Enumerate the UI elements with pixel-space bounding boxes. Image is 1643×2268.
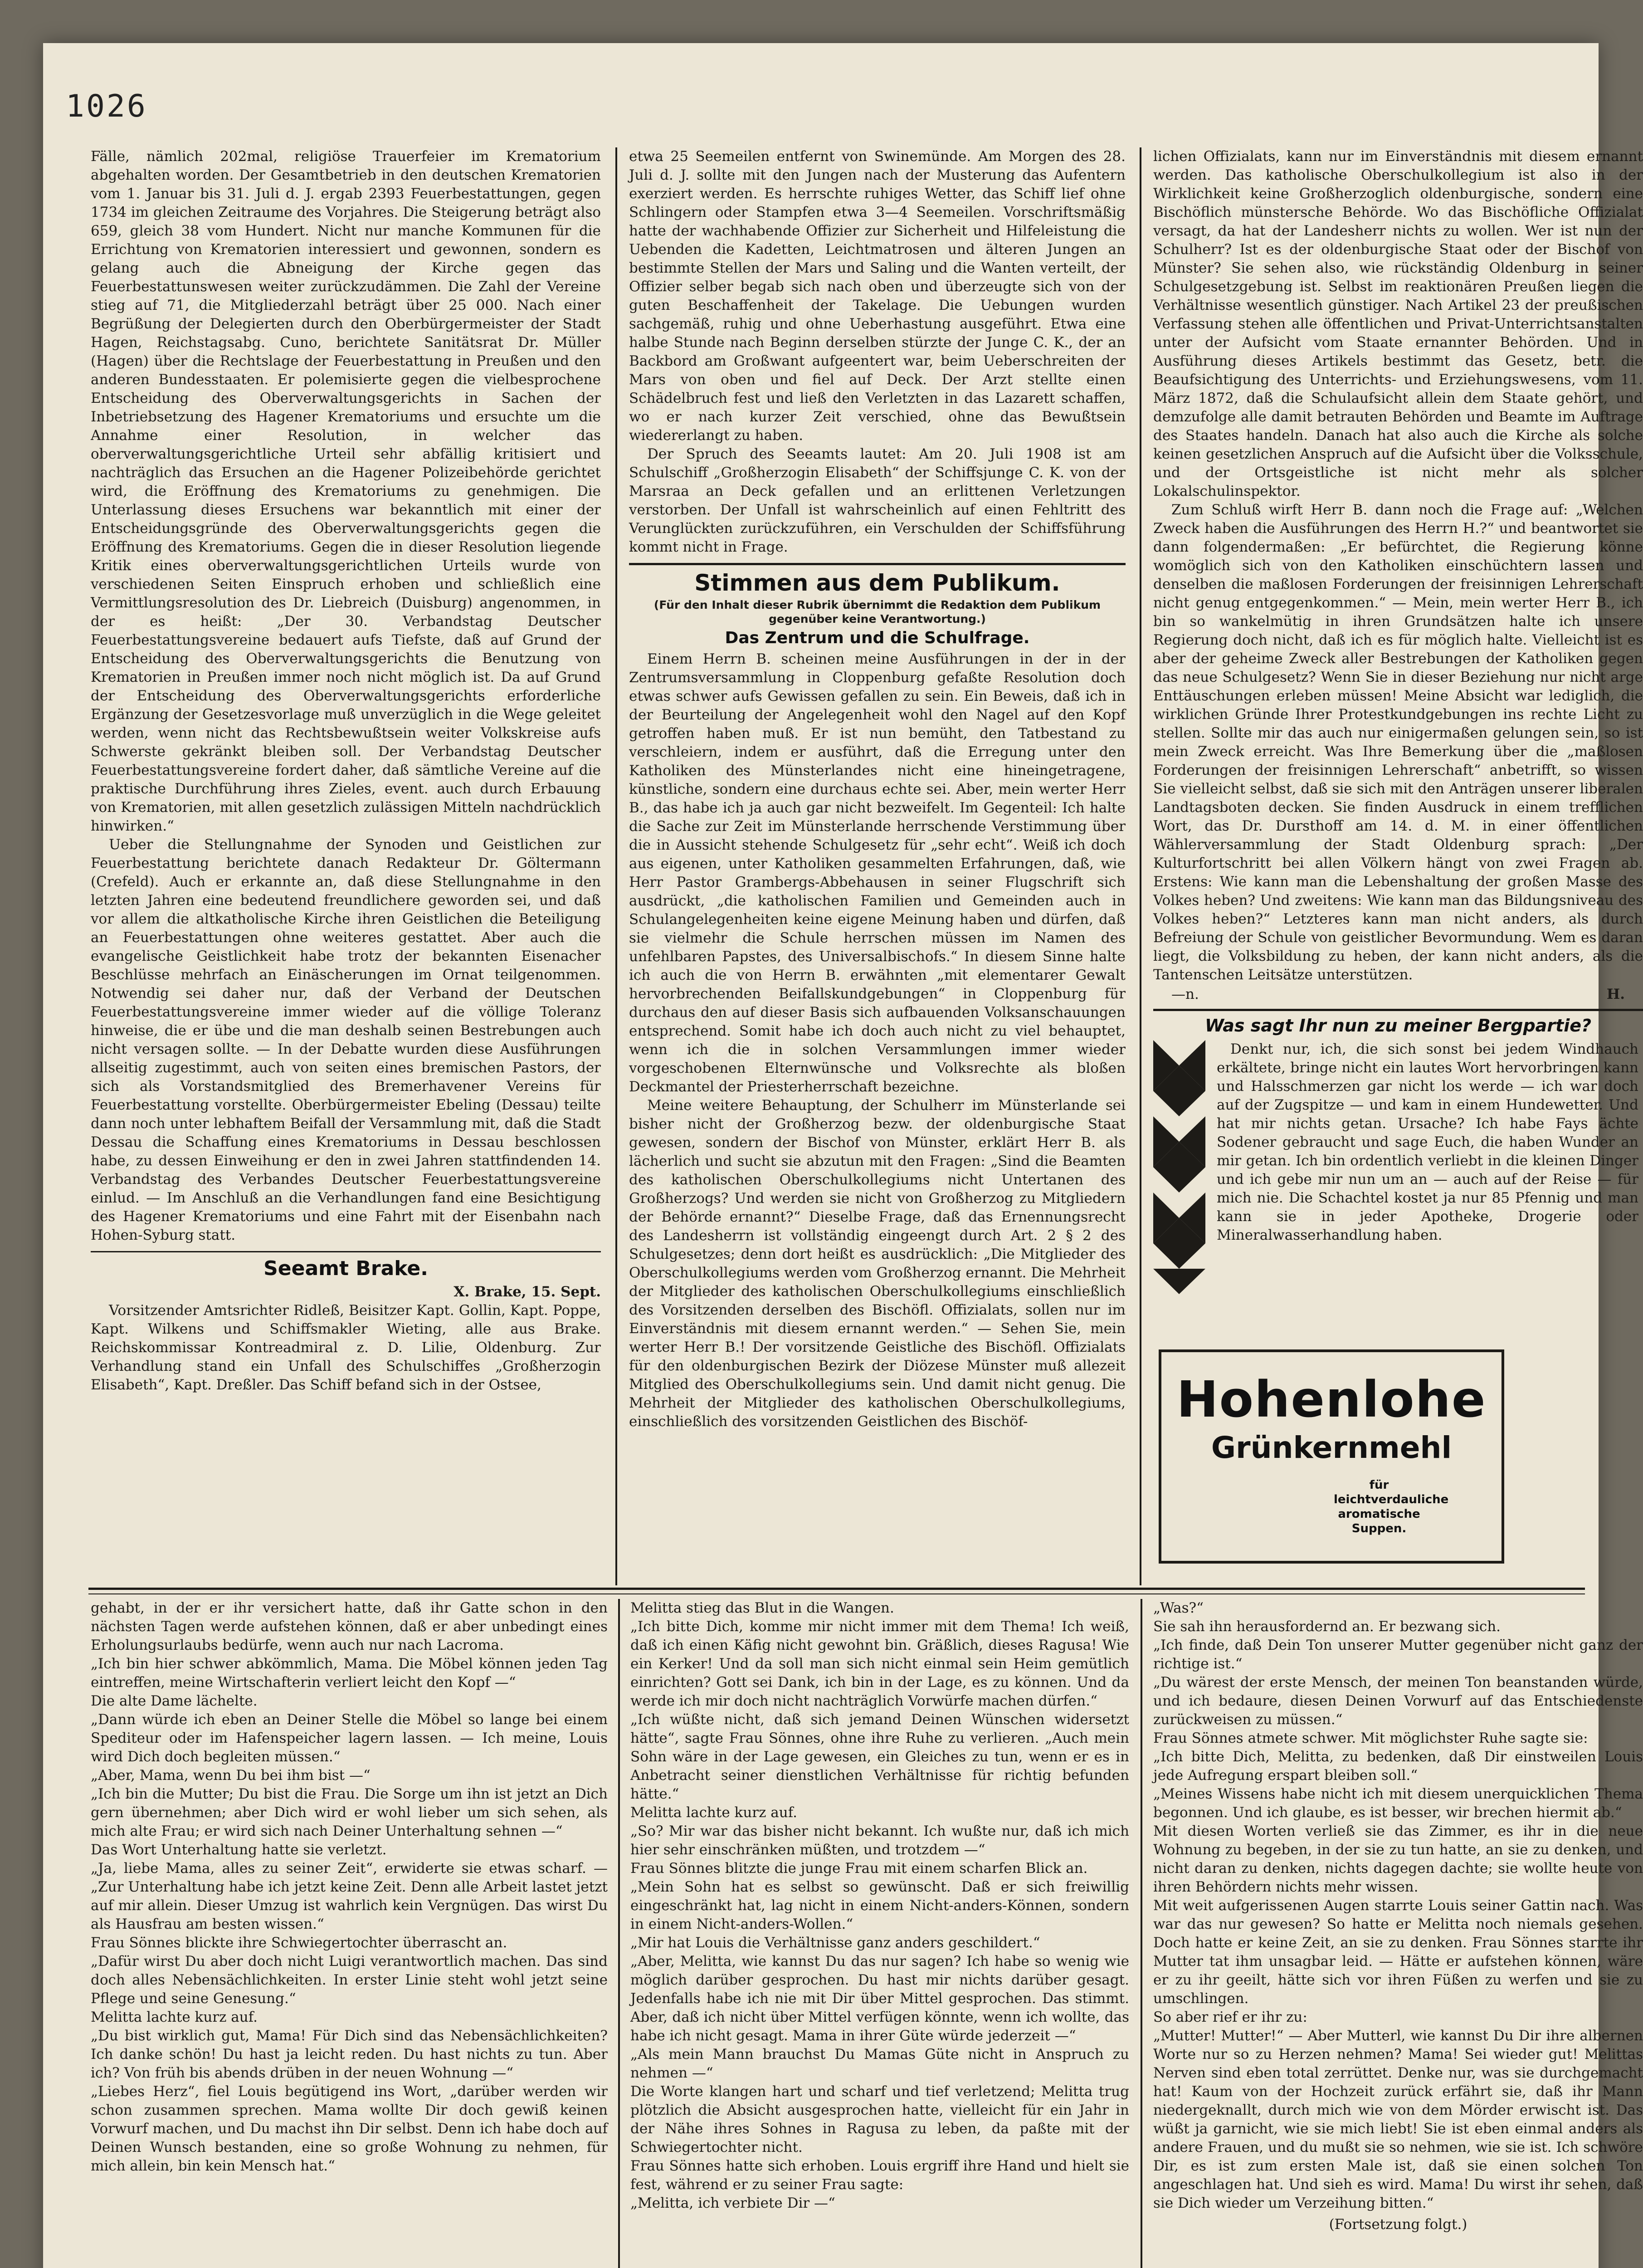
bergpartie-body: Denkt nur, ich, die sich sonst bei jedem Windhauch erkältete, bringe nicht ein lautes Wort hervorbringen kann und Halsschmerzen gar nicht los werde — ich war doch auf der Zugspitze — und kam in einem Hundewetter. Und hat mir nichts getan. Ursache? Ich habe Fays ächte Sodener gebraucht und sage Euch, die haben Wunder an mir getan. Ich bin ordentlich verliebt in die kleinen Dinger und ich gebe mir nun um an — auch auf der Reise — für mich nie. Die Schachtel kostet ja nur 85 Pfennig und man kann sie in jeder Apotheke, Drogerie oder Mineralwasserhandlung haben. <box>1217 1041 1638 1243</box>
zentrum-body: Einem Herrn B. scheinen meine Ausführungen in der in der Zentrumsversammlung in Cloppenburg gefaßte Resolution doch etwas schwer aufs Gewissen gefallen zu sein. Ein Beweis, daß ich in der Beurteilung der Angelegenheit wohl den Nagel auf den Kopf getroffen haben muß. Er ist nun bemüht, den Tatbestand zu verschleiern, indem er ausführt, daß die Erregung unter den Katholiken des Münsterlandes nicht eine hineingetragene, künstliche, sondern eine durchaus echte sei. Aber, mein werter Herr B., das habe ich ja auch gar nicht bezweifelt. Im Gegenteil: Ich halte die Sache zur Zeit im Münsterlande herrschende Verstimmung über die in Aussicht stehende Schulgesetz für „sehr echt“. Weiß ich doch aus eigenen, unter Katholiken gesammelten Erfahrungen, daß, wie Herr Pastor Grambergs-Abbehausen in seiner Flugschrift sich ausdrückt, „die katholischen Familien und Gemeinden auch in Schulangelegenheiten keine eigene Meinung haben und dürfen, daß sie vielmehr die Schule herrschen müssen im Namen des unfehlbaren Papstes, des Universalbischofs.“ In diesem Sinne halte ich auch die von Herrn B. erwähnten „mit elementarer Gewalt hervorbrechenden Beifallskundgebungen“ in Cloppenburg für durchaus den auf dieser Basis sich aufbauenden Volksanschauungen entsprechend. Somit habe ich doch auch nicht zu viel behauptet, wenn ich die in solchen Versammlungen immer wieder vorgeschobenen Elternwünsche und Volksrechte als bloßen Deckmantel der Priesterherrschaft bezeichne. <box>629 651 1126 1095</box>
cremation-report-part1: Fälle, nämlich 202mal, religiöse Trauerfeier im Krematorium abgehalten worden. Der Gesamtbetrieb in den deutschen Krematorien vom 1. Januar bis 31. Juli d. J. ergab 2393 Feuerbestattungen, gegen 1734 im gleichen Zeitraume des Vorjahres. Die Steigerung beträgt also 659, gleich 38 vom Hundert. Nicht nur manche Kommunen für die Errichtung von Krematorien interessiert und gewonnen, sondern es gelang auch die Abneigung der Kirche gegen das Feuerbestattunswesen weiter zurückzudämmen. Die Zahl der Vereine stieg auf 71, die Mitgliederzahl beträgt über 25 000. Nach einer Begrüßung der Delegierten durch den Oberbürgermeister der Stadt Hagen, Reichstagsabg. Cuno, berichtete Sanitätsrat Dr. Müller (Hagen) über die Rechtslage der Feuerbestattung in Preußen und den anderen Bundesstaaten. Er polemisierte gegen die vielbesprochene Entscheidung des Oberverwaltungsgerichts in Sachen der Inbetriebsetzung des Hagener Krematoriums und ersuchte um die Annahme einer Resolution, in welcher das oberverwaltungsgerichtliche Urteil sehr abfällig kritisiert und nachträglich das Ersuchen an die Hagener Polizeibehörde gerichtet wird, die Eröffnung des Krematoriums zu genehmigen. Die Unterlassung dieses Ersuchens war bekanntlich mit einer der Entscheidungsgründe des Oberverwaltungsgerichts gegen die Eröffnung des Krematoriums. Gegen die in dieser Resolution liegende Kritik eines oberverwaltungsgerichtlichen Urteils wurde von verschiedenen Seiten Einspruch erhoben und schließlich eine Vermittlungsresolution des Dr. Liebreich (Duisburg) angenommen, in der es heißt: „Der 30. Verbandstag Deutscher Feuerbestattungsvereine bedauert aufs Tiefste, daß auf Grund der Entscheidung des Oberverwaltungsgerichts die Benutzung von Krematorien in Preußen immer noch nicht möglich ist. Da auf Grund der Entscheidung des Oberverwaltungsgerichts erforderliche Ergänzung der Gesetzesvorlage muß unverzüglich in die Wege geleitet werden, wenn nicht das Rechtsbewußtsein weiter Volkskreise aufs Schwerste gekränkt bleiben soll. Der Verbandstag Deutscher Feuerbestattungsvereine fordert daher, daß sämtliche Vereine auf die praktische Durchführung ihres Zieles, event. auch durch Erbauung von Krematorien, mit allen gesetzlich zulässigen Mitteln nachdrücklich hinwirken.“ <box>91 148 601 834</box>
zentrum-conclusion: Zum Schluß wirft Herr B. dann noch die Frage auf: „Welchen Zweck haben die Ausführungen des Herrn H.?“ und beantwortet sie dann folgendermaßen: „Er befürchtet, die Regierung könne womöglich sich von den Katholiken einschüchtern lassen und denselben die maßlosen Forderungen der freisinnigen Lehrerschaft nicht genug entgegenkommen.“ — Mein, mein werter Herr B., ich bin so wankelmütig in ihren Grundsätzen halte ich unsere Regierung doch nicht, daß ich es für möglich halte. Vielleicht ist es aber der geheime Zweck aller Bestrebungen der Katholiken gegen das neue Schulgesetz? Wenn Sie in dieser Beziehung nur nicht arge Enttäuschungen erleben müssen! Meine Absicht war lediglich, die wirklichen Gründe Ihrer Protestkundgebungen ins rechte Licht zu stellen. Sollte mir das auch nur einigermaßen gelungen sein, so ist mein Zweck erreicht. Was Ihre Bemerkung über die „maßlosen Forderungen der freisinnigen Lehrerschaft“ anbetrifft, so wissen Sie vielleicht selbst, daß sie sich mit den Anträgen unserer liberalen Landtagsboten decken. Sie finden Ausdruck in einem trefflichen Wort, das Dr. Dursthoff am 14. d. M. in einer öffentlichen Wählerversammlung der Stadt Oldenburg sprach: „Der Kulturfortschritt bei allen Völkern hängt von zwei Fragen ab. Erstens: Wie kann man die Lebenshaltung der großen Masse des Volkes heben? Und zweitens: Wie kann man das Bildungsniveau des Volkes heben?“ Letzteres kann man nicht anders, als durch Befreiung der Schule von geistlicher Bevormundung. Wem es daran liegt, die Volksbildung zu heben, der kann nicht anders, als die Tantenschen Leitsätze unterstützen. <box>1153 502 1643 983</box>
hohenlohe-ad <box>1159 1349 1504 1564</box>
serial-column-1 <box>91 1599 608 2268</box>
zentrum-body-2: Meine weitere Behauptung, der Schulherr im Münsterlande sei bisher nicht der Großherzog bezw. der oldenburgische Staat gewesen, sondern der Bischof von Münster, erklärt Herr B. als lächerlich und sucht sie abzutun mit den Fragen: „Sind die Beamten des katholischen Oberschulkollegiums nicht Untertanen des Großherzogs? Und werden sie nicht von Großherzog zu Mitgliedern der Behörde ernannt?“ Dieselbe Frage, daß das Ernennungsrecht des Landesherrn ist vollständig eingeengt durch Art. 2 § 2 des Schulgesetzes; denn dort heißt es ausdrücklich: „Die Mitglieder des Oberschulkollegiums werden vom Großherzog ernannt. Die Mehrheit der Mitglieder des katholischen Oberschulkollegiums einschließlich des Vorsitzenden derselben des Bischöfl. Offizialats, sollen nur im Einverständnis mit diesem ernannt werden.“ — Sehen Sie, mein werter Herr B.! Der vorsitzende Geistliche des Bischöfl. Offizialats für den oldenburgischen Bezirk der Diözese Münster muß allezeit Mitglied des Oberschulkollegiums sein. Und damit nicht genug. Die Mehrheit der Mitglieder des katholischen Oberschulkollegiums, einschließlich des vorsitzenden Geistlichen des Bischöf- <box>629 1097 1126 1430</box>
zentrum-heading: Das Zentrum und die Schulfrage. <box>725 629 1030 647</box>
serial-separator <box>88 1588 1585 1590</box>
stimmen-rule-top <box>629 563 1126 565</box>
stimmen-disclaimer: (Für den Inhalt dieser Rubrik übernimmt die Redaktion dem Publikum gegenüber keine Verantwortung.) <box>653 598 1101 626</box>
seeamt-continued: etwa 25 Seemeilen entfernt von Swinemünde. Am Morgen des 28. Juli d. J. sollte mit den Jungen nach der Musterung das Aufentern exerziert werden. Es herrschte ruhiges Wetter, das Schiff lief ohne Schlingern oder Stampfen etwa 3—4 Seemeilen. Vorschriftsmäßig hatte der wachhabende Offizier zur Sicherheit und Hilfeleistung die Uebenden die Kadetten, Leichtmatrosen und älteren Jungen an bestimmte Stellen der Mars und Saling und die Wanten verteilt, der Offizier selber begab sich nach oben und überzeugte sich von der guten Beschaffenheit der Takelage. Die Uebungen wurden sachgemäß, ruhig und ohne Ueberhastung ausgeführt. Etwa eine halbe Stunde nach Beginn derselben stürzte der Junge C. K., der an Backbord am Großwant aufgeentert war, beim Ueberschreiten der Mars von oben und fiel auf Deck. Der Arzt stellte einen Schädelbruch fest und ließ den Verletzten in das Lazarett schaffen, wo er nach kurzer Zeit verschied, ohne das Bewußtsein wiedererlangt zu haben. <box>629 148 1126 444</box>
serial-column-3 <box>1153 1599 1643 2268</box>
newspaper-page <box>43 43 1643 2268</box>
hohenlohe-subline: für leichtverdauliche aromatische Suppen. <box>1334 1478 1449 1535</box>
serial-rule-2 <box>1141 1599 1142 2268</box>
seeamt-heading: Seeamt Brake. <box>263 1257 428 1280</box>
signature-right: H. <box>1606 986 1625 1002</box>
column-rule-2 <box>1140 147 1141 1585</box>
fortsetzung-note: (Fortsetzung folgt.) <box>1329 2216 1467 2233</box>
column-1 <box>91 147 601 1581</box>
serial-text-3: „Was?“ Sie sah ihn herausfordernd an. Er bezwang sich. „Ich finde, daß Dein Ton unserer Mutter gegenüber nicht ganz der richtige ist.“ „Du wärest der erste Mensch, der meinen Ton beanstanden würde, und ich bedaure, diesen Deinen Vorwurf auf das Entschiedenste zurückweisen zu müssen.“ Frau Sönnes atmete schwer. Mit möglichster Ruhe sagte sie: „Ich bitte Dich, Melitta, zu bedenken, daß Dir einstweilen Louis jede Aufregung erspart bleiben soll.“ „Meines Wissens habe nicht ich mit diesem unerquicklichen Thema begonnen. Und ich glaube, es ist besser, wir brechen hiermit ab.“ Mit diesen Worten verließ sie das Zimmer, es ihr in die neue Wohnung zu begeben, in der sie zu tun hatte, an sie zu denken, und nicht daran zu denken, nichts dagegen dachte; sie wollte heute von ihren Behördern nichts mehr wissen. Mit weit aufgerissenen Augen starrte Louis seiner Gattin nach. Was war das nur gewesen? So hatte er Melitta noch niemals gesehen. Doch hatte er keine Zeit, an sie zu denken. Frau Sönnes starrte ihr Mutter tat ihm unsagbar leid. — Hätte er aufstehen können, wäre er zu ihr geeilt, hätte sich vor ihren Füßen zu werfen und sie zu umschlingen. So aber rief er ihr zu: „Mutter! Mutter!“ — Aber Mutterl, wie kannst Du Dir ihre albernen Worte nur so zu Herzen nehmen? Mama! Sei wieder gut! Melittas Nerven sind eben total zerrüttet. Denke nur, was sie durchgemacht hat! Kaum von der Hochzeit zurück erfährt sie, daß ihr Mann niedergeknallt, durch mich wie von dem Mörder erwischt ist. Das wüßt ja garnicht, wie sie mich liebt! Sie ist eben einmal anders als andere Frauen, und du mußt sie so nehmen, wie sie ist. Ich schwöre Dir, es ist zum ersten Male ist, daß sie einen solchen Ton angeschlagen hat. Und sieh es wird. Mama! Du wirst ihr sehen, daß sie Dich wieder um Verzeihung bitten.“ <box>1153 1600 1643 2211</box>
serial-text-2: Melitta stieg das Blut in die Wangen. „Ich bitte Dich, komme mir nicht immer mit dem Thema! Ich weiß, daß ich einen Käfig nicht gewohnt bin. Gräßlich, dieses Ragusa! Wie ein Kerker! Und da soll man sich nicht einmal sein Heim gemütlich einrichten? Gott sei Dank, ich bin in der Lage, es zu können. Und da werde ich mir doch nicht nachträglich Vorwürfe machen dürfen.“ „Ich wüßte nicht, daß sich jemand Deinen Wünschen widersetzt hätte“, sagte Frau Sönnes, ohne ihre Ruhe zu verlieren. „Auch mein Sohn wäre in der Lage gewesen, ein Gleiches zu tun, wenn er es in Anbetracht seiner dienstlichen Verhältnisse für richtig befunden hätte.“ Melitta lachte kurz auf. „So? Mir war das bisher nicht bekannt. Ich wußte nur, daß ich mich hier sehr einschränken müßten, und trotzdem —“ Frau Sönnes blitzte die junge Frau mit einem scharfen Blick an. „Mein Sohn hat es selbst so gewünscht. Daß er sich freiwillig eingeschränkt hat, lag nicht in einem Nicht-anders-Können, sondern in einem Nicht-anders-Wollen.“ „Mir hat Louis die Verhältnisse ganz anders geschildert.“ „Aber, Melitta, wie kannst Du das nur sagen? Ich habe so wenig wie möglich darüber gesprochen. Du hast mir nichts darüber gesagt. Jedenfalls habe ich nie mit Dir über Mittel gesprochen. Das stimmt. Aber, daß ich nicht über Mittel verfügen könnte, wenn ich wollte, das habe ich nicht gesagt. Mama in ihrer Güte würde jederzeit —“ „Als mein Mann brauchst Du Mamas Güte nicht in Anspruch zu nehmen —“ Die Worte klangen hart und scharf und tief verletzend; Melitta trug plötzlich die Absicht ausgesprochen hatte, vielleicht für ein Jahr in der Nähe ihres Sohnes in Ragusa zu leben, da paßte mit der Schwiegertochter nicht. Frau Sönnes hatte sich erhoben. Louis ergriff ihre Hand und hielt sie fest, während er zu seiner Frau sagte: „Melitta, ich verbiete Dir —“ <box>630 1600 1129 2211</box>
seeamt-verdict: Der Spruch des Seeamts lautet: Am 20. Juli 1908 ist am Schulschiff „Großherzogin Elisabeth“ der Schiffsjunge C. K. von der Marsraa an Deck gefallen und an erlittenen Verletzungen verstorben. Der Unfall ist wahrscheinlich auf einen Fehltritt des Verunglückten zurückzuführen, ein Verschulden der Schiffsführung kommt nicht in Frage. <box>629 446 1126 555</box>
bergpartie-ad <box>1153 1040 1643 1335</box>
column-2 <box>629 147 1126 1581</box>
signature-line <box>1171 986 1625 1002</box>
bergpartie-rule <box>1153 1009 1643 1011</box>
diamond-pattern-icon <box>1153 1040 1205 1294</box>
stimmen-heading: Stimmen aus dem Publikum. <box>694 570 1060 596</box>
seeamt-dateline: X. Brake, 15. Sept. <box>453 1284 601 1300</box>
seeamt-rule <box>91 1251 601 1252</box>
serial-text-1: gehabt, in der er ihr versichert hatte, daß ihr Gatte schon in den nächsten Tagen werde aufstehen können, daß er aber unbedingt eines Erholungsurlaubs bedürfe, wenn auch nur nach Lacroma. „Ich bin hier schwer abkömmlich, Mama. Die Möbel können jeden Tag eintreffen, meine Wirtschafterin verliert leicht den Kopf —“ Die alte Dame lächelte. „Dann würde ich eben an Deiner Stelle die Möbel so lange bei einem Spediteur oder im Hafenspeicher lagern lassen. — Ich meine, Louis wird Dich doch begleiten müssen.“ „Aber, Mama, wenn Du bei ihm bist —“ „Ich bin die Mutter; Du bist die Frau. Die Sorge um ihn ist jetzt an Dich gern übernehmen; aber Dich wird er wohl lieber um sich sehen, als mich alte Frau; er wird sich nach Deiner Unterhaltung sehnen —“ Das Wort Unterhaltung hatte sie verletzt. „Ja, liebe Mama, alles zu seiner Zeit“, erwiderte sie etwas scharf. — „Zur Unterhaltung habe ich jetzt keine Zeit. Denn alle Arbeit lastet jetzt auf mir allein. Dieser Umzug ist wahrlich kein Vergnügen. Das wirst Du als Hausfrau am besten wissen.“ Frau Sönnes blickte ihre Schwiegertochter überrascht an. „Dafür wirst Du aber doch nicht Luigi verantwortlich machen. Das sind doch alles Nebensächlichkeiten. In erster Linie steht wohl jetzt seine Pflege und seine Genesung.“ Melitta lachte kurz auf. „Du bist wirklich gut, Mama! Für Dich sind das Nebensächlichkeiten? Ich danke schön! Du hast ja leicht reden. Du hast nichts zu tun. Aber ich? Von früh bis abends drüben in der neuen Wohnung —“ „Liebes Herz“, fiel Louis begütigend ins Wort, „darüber werden wir schon zusammen sprechen. Mama wollte Dir doch gewiß keinen Vorwurf machen, und Du machst ihn Dir selbst. Denn ich habe doch auf Deinen Wunsch bestanden, eine so große Wohnung zu nehmen, für mich allein, bin kein Mensch hat.“ <box>91 1600 608 2174</box>
cremation-report-part2: Ueber die Stellungnahme der Synoden und Geistlichen zur Feuerbestattung berichtete danach Redakteur Dr. Göltermann (Crefeld). Auch er erkannte an, daß diese Stellungnahme in den letzten Jahren eine bedeutend freundlichere geworden sei, und daß vor allem die altkatholische Kirche ihren Geistlichen die Beteiligung an Feuerbestattungen ohne weiteres gestattet. Aber auch die evangelische Geistlichkeit habe trotz der bekannten Eisenacher Beschlüsse mehrfach an Einäscherungen im Ornat teilgenommen. Notwendig sei daher nur, daß der Verband der Deutschen Feuerbestattungsvereine immer wieder auf die völlige Toleranz hinweise, die er übe und die man deshalb seinen Bestrebungen auch nicht versagen sollte. — In der Debatte wurden diese Ausführungen allseitig zugestimmt, auch von seiten eines bremischen Pastors, der sich als Vorstandsmitglied des Bremerhavener Vereins für Feuerbestattung vorstellte. Oberbürgermeister Ebeling (Dessau) teilte dann noch unter lebhaftem Beifall der Versammlung mit, daß die Stadt Dessau die Schaffung eines Krematoriums in Dessau beschlossen habe, zu dessen Einweihung er den in zwei Jahren stattfindenden 14. Verbandstag des Verbandes Deutscher Feuerbestattungsvereine einlud. — Im Anschluß an die Verhandlungen fand eine Besichtigung des Hagener Krematoriums und eine Fahrt mit der Eisenbahn nach Hohen-Syburg statt. <box>91 836 601 1243</box>
hohenlohe-brand: Hohenlohe <box>1176 1370 1487 1428</box>
signature-left: —n. <box>1171 986 1199 1002</box>
serial-column-2 <box>630 1599 1129 2268</box>
hohenlohe-product: Grünkernmehl <box>1211 1430 1452 1465</box>
serial-separator-thin <box>88 1593 1585 1594</box>
column-rule-1 <box>615 147 617 1585</box>
serial-rule-1 <box>618 1599 620 2268</box>
bergpartie-heading: Was sagt Ihr nun zu meiner Bergpartie? <box>1204 1016 1592 1036</box>
seeamt-body: Vorsitzender Amtsrichter Ridleß, Beisitzer Kapt. Gollin, Kapt. Poppe, Kapt. Wilkens und Schiffsmakler Wieting, alle aus Brake. Reichskommissar Kontreadmiral z. D. Lilie, Oldenburg. Zur Verhandlung stand ein Unfall des Schulschiffes „Großherzogin Elisabeth“, Kapt. Dreßler. Das Schiff befand sich in der Ostsee, <box>91 1302 601 1393</box>
zentrum-continued: lichen Offizialats, kann nur im Einverständnis mit diesem ernannt werden. Das katholische Oberschulkollegium ist also in der Wirklichkeit keine Großherzoglich oldenburgische, sondern eine Bischöflich münstersche Behörde. Wo das Bischöfliche Offizialat versagt, da hat der Landesherr nichts zu wollen. Wer ist nun der Schulherr? Ist es der oldenburgische Staat oder der Bischof von Münster? Sie sehen also, wie rückständig Oldenburg in seiner Schulgesetzgebung ist. Selbst im reaktionären Preußen liegen die Verhältnisse wesentlich günstiger. Nach Artikel 23 der preußischen Verfassung stehen alle öffentlichen und Privat-Unterrichtsanstalten unter der Aufsicht vom Staate ernannter Behörden. Und in Ausführung dieses Artikels bestimmt das Gesetz, betr. die Beaufsichtigung des Unterrichts- und Erziehungswesens, vom 11. März 1872, daß die Schulaufsicht allein dem Staate gehört, und demzufolge alle damit betrauten Behörden und Beamte im Auftrage des Staates handeln. Danach hat also auch die Kirche als solche keinen gesetzlichen Anspruch auf die Aufsicht über die Volksschule, und der Ortsgeistliche ist nicht mehr als solcher Lokalschulinspektor. <box>1153 148 1643 499</box>
page-number: 1026 <box>66 88 147 124</box>
